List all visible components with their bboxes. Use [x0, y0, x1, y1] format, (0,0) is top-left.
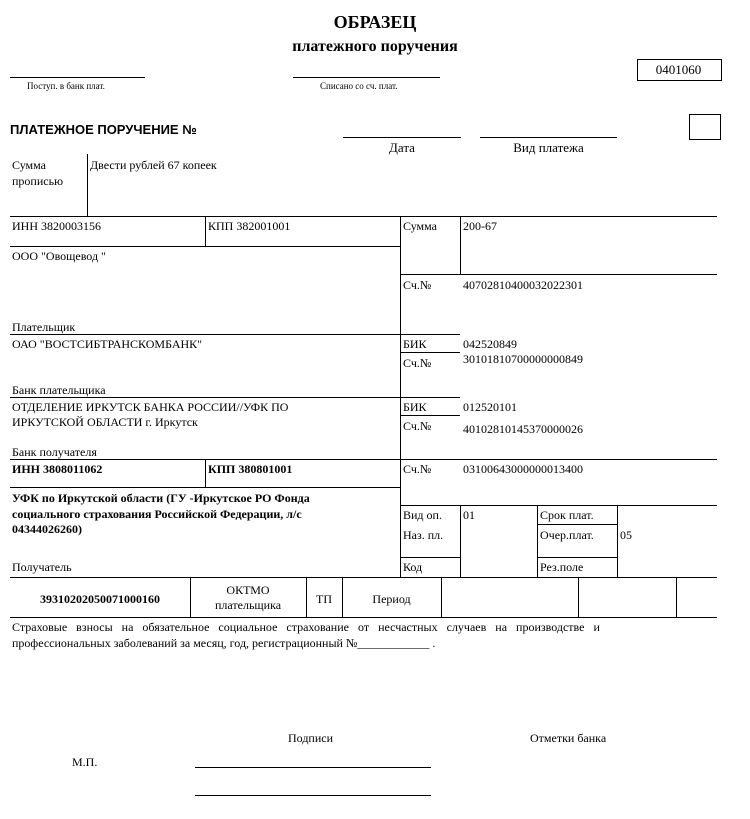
- payer-bank-name: ОАО "ВОСТСИБТРАНСКОМБАНК": [12, 337, 203, 351]
- grid-line-246: [10, 246, 400, 247]
- signature-line-1: [195, 767, 431, 768]
- payment-type-line: [480, 137, 617, 138]
- amount-label: Сумма: [403, 219, 437, 233]
- grid-vline-205: [205, 216, 206, 246]
- grid-vline-460: [460, 216, 461, 274]
- code-label: Код: [403, 560, 423, 574]
- grid-line-352: [400, 352, 460, 353]
- grid-line-216: [10, 216, 717, 217]
- payment-type-box: [689, 114, 721, 140]
- grid-line-459: [10, 459, 717, 460]
- payee-bank-name-2: ИРКУТСКОЙ ОБЛАСТИ г. Иркутск: [12, 415, 198, 429]
- grid-vline-205b: [205, 459, 206, 487]
- reserve-label: Рез.поле: [540, 560, 584, 574]
- oktmo-label-2: плательщика: [214, 598, 282, 612]
- payer-bank-bik-label: БИК: [403, 337, 427, 351]
- payer-account: 40702810400032022301: [463, 278, 583, 292]
- payee-account-label: Сч.№: [403, 462, 432, 476]
- form-code: 0401060: [655, 62, 702, 77]
- date-line: [343, 137, 461, 138]
- op-type-value: 01: [463, 508, 475, 522]
- payee-bank-name-1: ОТДЕЛЕНИЕ ИРКУТСК БАНКА РОССИИ//УФК ПО: [12, 400, 289, 414]
- received-line: [10, 77, 145, 78]
- amount-words-value: Двести рублей 67 копеек: [90, 158, 217, 172]
- grid-line-274: [400, 274, 717, 275]
- signatures-label: Подписи: [288, 731, 334, 745]
- stamp-label: М.П.: [72, 755, 98, 769]
- debited-label: Списано со сч. плат.: [320, 81, 398, 91]
- date-label: Дата: [389, 140, 415, 155]
- payee-label: Получатель: [12, 560, 72, 574]
- order-title: ПЛАТЕЖНОЕ ПОРУЧЕНИЕ №: [10, 122, 197, 137]
- grid-vline-578: [578, 577, 579, 617]
- grid-line-524: [537, 524, 617, 525]
- grid-vline-400: [400, 216, 401, 577]
- purpose-line-2: профессиональных заболеваний за месяц, год, регистрационный №____________ .: [12, 636, 436, 650]
- payer-kpp: КПП 382001001: [208, 219, 291, 233]
- priority-label: Очер.плат.: [540, 528, 594, 542]
- payee-kpp: КПП 380801001: [208, 462, 293, 476]
- grid-line-334: [10, 334, 460, 335]
- grid-line-487: [10, 487, 400, 488]
- received-label: Поступ. в банк плат.: [27, 81, 105, 91]
- document-title: ОБРАЗЕЦ: [333, 12, 417, 32]
- purpose-line-1: Страховые взносы на обязательное социальное страхование от несчастных случаев на производстве и: [12, 620, 600, 634]
- grid-line-415: [400, 415, 460, 416]
- payee-bank-bik: 012520101: [463, 400, 517, 414]
- amount-value: 200-67: [463, 219, 497, 233]
- payee-bank-label: Банк получателя: [12, 445, 97, 459]
- payee-bank-account-label: Сч.№: [403, 419, 432, 433]
- grid-vline-537: [537, 505, 538, 577]
- period-label: Период: [372, 592, 411, 606]
- grid-line-557b: [537, 557, 617, 558]
- payee-inn: ИНН 3808011062: [12, 462, 103, 476]
- payer-inn: ИНН 3820003156: [12, 219, 101, 233]
- grid-vline-617: [617, 505, 618, 577]
- kbk-value: 39310202050071000160: [40, 592, 160, 606]
- payer-bank-bik: 042520849: [463, 337, 517, 351]
- op-type-label: Вид оп.: [403, 508, 442, 522]
- grid-line-617: [10, 617, 717, 618]
- oktmo-label-1: ОКТМО: [226, 583, 270, 597]
- priority-value: 05: [620, 528, 632, 542]
- payee-name-1: УФК по Иркутской области (ГУ -Иркутское РО Фонда: [12, 491, 310, 505]
- amount-words-label-2: прописью: [12, 174, 64, 188]
- amount-words-label-1: Сумма: [12, 158, 46, 172]
- grid-line-557: [400, 557, 460, 558]
- payer-bank-account: 30101810700000000849: [463, 352, 583, 366]
- grid-vline-460b: [460, 505, 461, 577]
- tp-label: ТП: [316, 592, 332, 606]
- amount-words-divider: [87, 154, 88, 216]
- payment-type-label: Вид платежа: [513, 140, 584, 155]
- payer-name: ООО "Овощевод ": [12, 249, 106, 263]
- payee-account: 03100643000000013400: [463, 462, 583, 476]
- purpose-label: Наз. пл.: [403, 528, 444, 542]
- payee-name-3: 04344026260): [12, 522, 82, 536]
- grid-vline-441: [441, 577, 442, 617]
- bank-marks-label: Отметки банка: [530, 731, 607, 745]
- grid-line-577: [10, 577, 717, 578]
- payee-bank-bik-label: БИК: [403, 400, 427, 414]
- grid-line-505: [400, 505, 717, 506]
- payer-bank-account-label: Сч.№: [403, 356, 432, 370]
- debited-line: [293, 77, 440, 78]
- payer-label: Плательщик: [12, 320, 76, 334]
- payer-account-label: Сч.№: [403, 278, 432, 292]
- grid-vline-676: [676, 577, 677, 617]
- term-label: Срок плат.: [540, 508, 594, 522]
- payer-bank-label: Банк плательщика: [12, 383, 106, 397]
- document-subtitle: платежного поручения: [292, 38, 458, 55]
- payee-name-2: социального страхования Российской Федерации, л/с: [12, 507, 302, 521]
- payee-bank-account: 40102810145370000026: [463, 422, 583, 436]
- signature-line-2: [195, 795, 431, 796]
